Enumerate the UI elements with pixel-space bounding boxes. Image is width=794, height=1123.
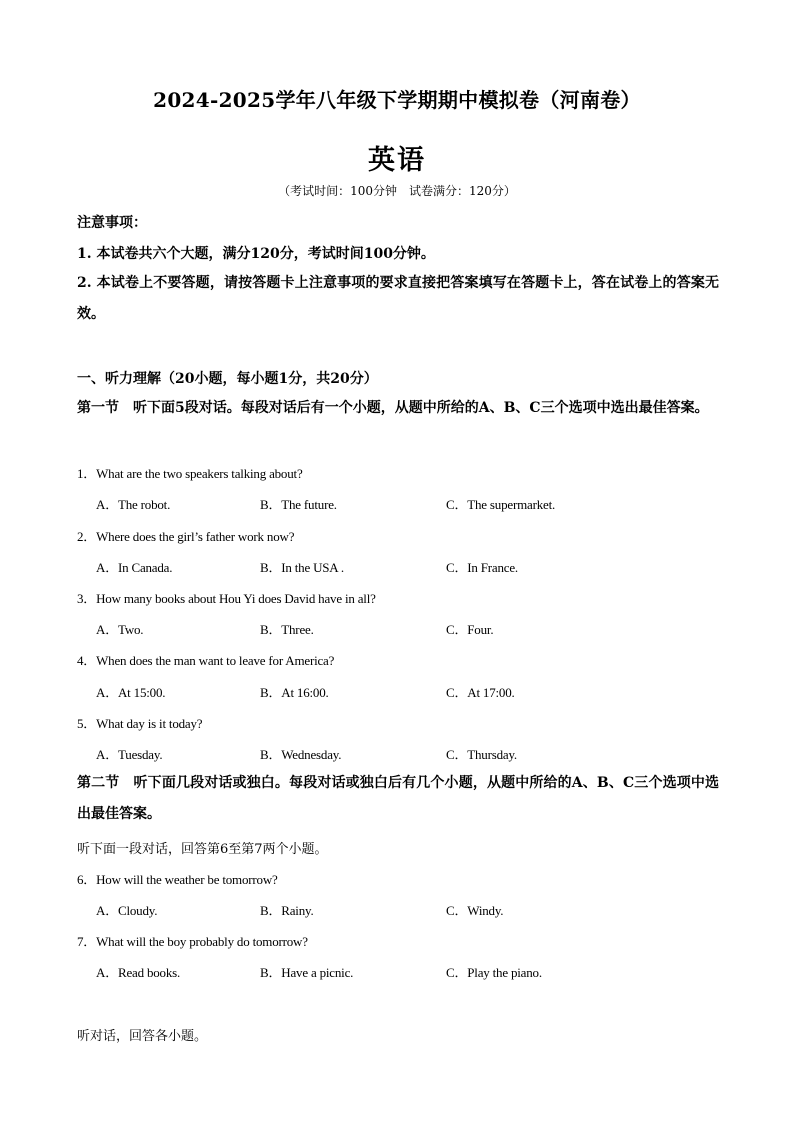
notice-heading: 注意事项： bbox=[77, 215, 147, 231]
option-b: B．Have a picnic. bbox=[260, 965, 354, 980]
option-c: C．Windy. bbox=[446, 903, 504, 918]
part1-heading: 一、听力理解（20小题，每小题1分，共20分） bbox=[77, 371, 378, 387]
option-a: A．In Canada. bbox=[96, 560, 173, 575]
option-c: C．Play the piano. bbox=[446, 965, 542, 980]
question-5: 5．What day is it today? bbox=[77, 716, 203, 731]
option-b: B．Wednesday. bbox=[260, 747, 342, 762]
exam-time-score: （考试时间：100分钟 试卷满分：120分） bbox=[278, 184, 516, 198]
question-7: 7．What will the boy probably do tomorrow? bbox=[77, 934, 308, 949]
option-a: A．The robot. bbox=[96, 497, 171, 512]
option-b: B．Three. bbox=[260, 622, 314, 637]
question-6: 6．How will the weather be tomorrow? bbox=[77, 872, 278, 887]
option-c: C．Four. bbox=[446, 622, 494, 637]
notice-item-2: 2. 本试卷上不要答题，请按答题卡上注意事项的要求直接把答案填写在答题卡上，答在试卷上的答案无效。 bbox=[77, 275, 719, 322]
option-b: B．At 16:00. bbox=[260, 685, 329, 700]
exam-title: 2024-2025学年八年级下学期期中模拟卷（河南卷） bbox=[153, 88, 641, 112]
question-4: 4．When does the man want to leave for America? bbox=[77, 653, 335, 668]
section2-intro: 第二节 听下面几段对话或独白。每段对话或独白后有几个小题，从题中所给的A、B、C三个选项中选出最佳答案。 bbox=[77, 775, 719, 822]
option-a: A．Tuesday. bbox=[96, 747, 163, 762]
question-3: 3．How many books about Hou Yi does David have in all? bbox=[77, 591, 376, 606]
dialog-note: 听下面一段对话，回答第6至第7两个小题。 bbox=[77, 842, 328, 857]
option-a: A．Two. bbox=[96, 622, 144, 637]
option-a: A．At 15:00. bbox=[96, 685, 166, 700]
option-c: C．At 17:00. bbox=[446, 685, 515, 700]
option-c: C．In France. bbox=[446, 560, 518, 575]
question-1: 1．What are the two speakers talking about? bbox=[77, 466, 303, 481]
option-c: C．The supermarket. bbox=[446, 497, 556, 512]
final-note: 听对话，回答各小题。 bbox=[77, 1029, 208, 1044]
notice-item-1: 1. 本试卷共六个大题，满分120分，考试时间100分钟。 bbox=[77, 246, 435, 262]
option-a: A．Cloudy. bbox=[96, 903, 158, 918]
subject-title: 英语 bbox=[368, 145, 426, 176]
option-b: B．Rainy. bbox=[260, 903, 314, 918]
option-c: C．Thursday. bbox=[446, 747, 517, 762]
section1-intro: 第一节 听下面5段对话。每段对话后有一个小题，从题中所给的A、B、C三个选项中选出最佳答案。 bbox=[77, 400, 709, 416]
option-b: B．In the USA . bbox=[260, 560, 344, 575]
question-2: 2．Where does the girl’s father work now? bbox=[77, 529, 295, 544]
option-a: A．Read books. bbox=[96, 965, 181, 980]
option-b: B．The future. bbox=[260, 497, 337, 512]
